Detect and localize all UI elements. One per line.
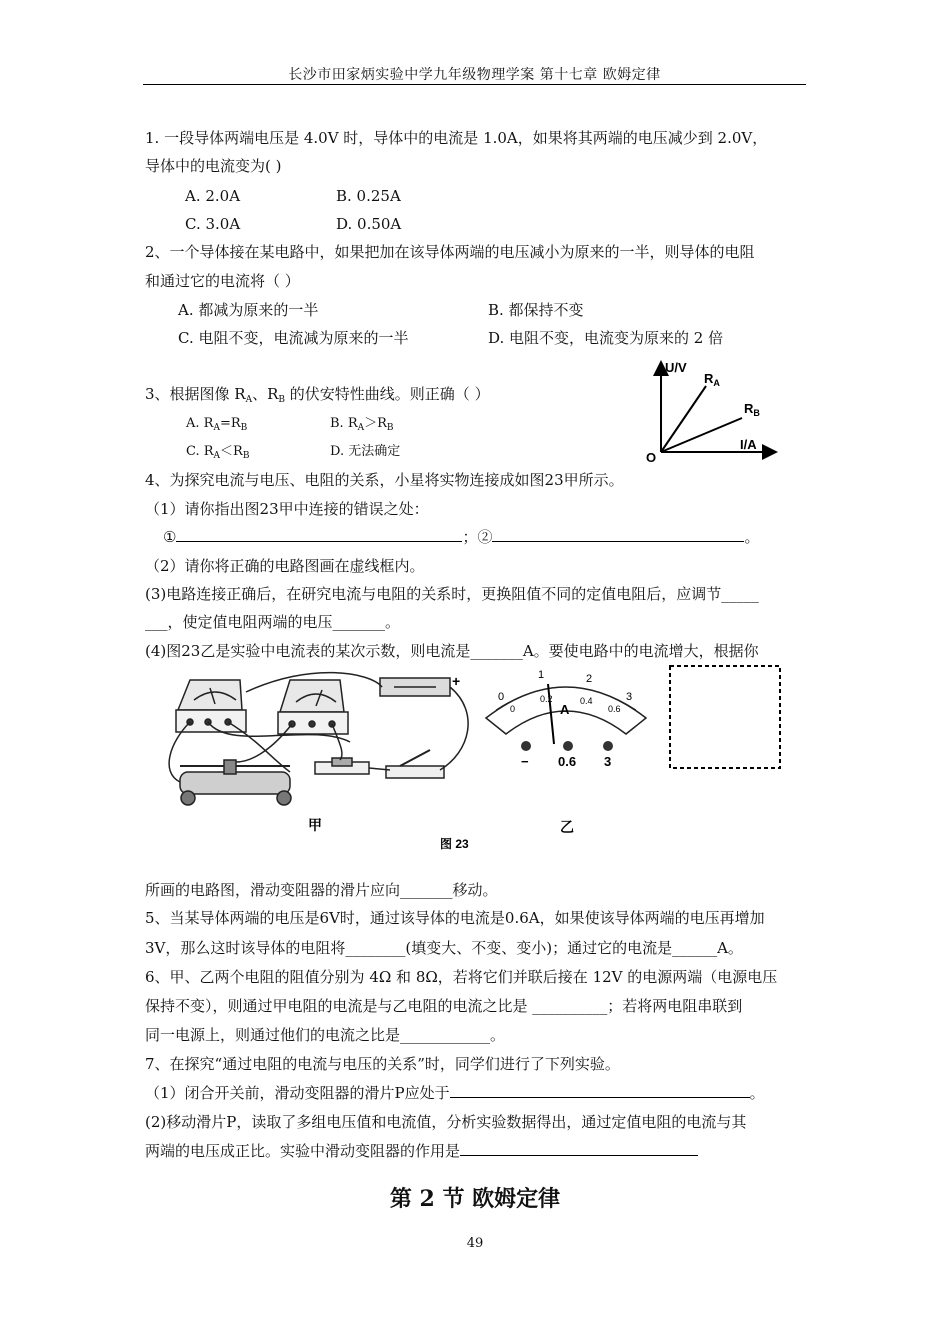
q3-option-c bbox=[186, 442, 249, 466]
y-axis-label: U/V bbox=[665, 360, 687, 375]
origin-label: O bbox=[646, 450, 657, 465]
terminal-label-neg: − bbox=[521, 754, 529, 769]
q3-ui-graph bbox=[640, 356, 790, 466]
q3-option-a-rel: =R bbox=[219, 416, 241, 431]
q3-option-b-sub1: A bbox=[357, 423, 365, 433]
rb-label-sub: B bbox=[753, 408, 760, 418]
q6-line2: 保持不变），则通过甲电阻的电流是与乙电阻的电流之比是 __________；若将两电阻串联到 bbox=[145, 997, 743, 1015]
q3-option-a-text: A. R bbox=[186, 416, 214, 431]
q7-blank1[interactable] bbox=[450, 1083, 750, 1098]
q7-part2-line1: (2)移动滑片P，读取了多组电压值和电流值，分析实验数据得出，通过定值电阻的电流与其 bbox=[145, 1113, 747, 1131]
q3-sub-a: A bbox=[245, 395, 253, 405]
voltmeter-terminal-2 bbox=[309, 721, 315, 727]
rheostat-coil bbox=[180, 772, 290, 794]
rb-label-main: R bbox=[744, 401, 754, 416]
ammeter-reading bbox=[486, 669, 646, 769]
switch-board bbox=[386, 766, 444, 778]
page-header: 长沙市田家炳实验中学九年级物理学案 第十七章 欧姆定律 bbox=[288, 67, 661, 83]
q1-option-a: A. 2.0A bbox=[185, 187, 241, 205]
terminal-label-06: 0.6 bbox=[558, 754, 577, 769]
q3-option-c-sub1: A bbox=[213, 451, 221, 461]
voltmeter-box bbox=[280, 680, 344, 712]
q1-option-d: D. 0.50A bbox=[336, 215, 402, 233]
q7-part1-text: （1）闭合开关前，滑动变阻器的滑片P应处于 bbox=[145, 1084, 450, 1102]
meter-tick-top-0: 0 bbox=[498, 691, 505, 703]
meter-tick-top-1: 1 bbox=[538, 669, 545, 681]
ra-label bbox=[704, 371, 720, 388]
figure-caption: 图 23 bbox=[440, 837, 469, 851]
meter-terminal-3 bbox=[603, 741, 613, 751]
page-number: 49 bbox=[466, 1236, 484, 1251]
q3-option-d: D. 无法确定 bbox=[330, 444, 401, 459]
q4-part4-line2: 所画的电路图，滑动变阻器的滑片应向_______移动。 bbox=[145, 881, 498, 899]
q4-stem: 4、为探究电流与电压、电阻的关系，小星将实物连接成如图23甲所示。 bbox=[145, 471, 624, 489]
meter-needle bbox=[548, 684, 554, 744]
q3-option-c-rel: ＜R bbox=[220, 444, 243, 459]
q3-option-b-sub2: B bbox=[386, 423, 394, 433]
meter-terminal-neg bbox=[521, 741, 531, 751]
q6-line3: 同一电源上，则通过他们的电流之比是____________。 bbox=[145, 1026, 506, 1044]
q4-blank1[interactable] bbox=[176, 527, 462, 542]
q3-option-b bbox=[330, 414, 394, 438]
q3-option-c-text: C. R bbox=[186, 444, 214, 459]
q1-option-c: C. 3.0A bbox=[185, 215, 241, 233]
q7-blank2[interactable] bbox=[460, 1141, 698, 1156]
q2-option-a: A. 都减为原来的一半 bbox=[178, 301, 319, 319]
q3-option-b-rel: ＞R bbox=[364, 416, 387, 431]
q3-option-b-text: B. R bbox=[330, 416, 358, 431]
section-title: 第 2 节 欧姆定律 bbox=[389, 1186, 561, 1212]
ra-label-sub: A bbox=[713, 378, 720, 388]
q2-option-c: C. 电阻不变，电流减为原来的一半 bbox=[178, 329, 409, 347]
rheostat-slider bbox=[224, 760, 236, 774]
q7-part1 bbox=[145, 1083, 765, 1103]
meter-tick-bottom-3: 0.6 bbox=[608, 704, 621, 714]
ammeter-box bbox=[178, 680, 242, 710]
q4-part4-line1: (4)图23乙是实验中电流表的某次示数，则电流是_______A。要使电路中的电流增大，根据你 bbox=[145, 642, 759, 660]
q6-line1: 6、甲、乙两个电阻的阻值分别为 4Ω 和 8Ω，若将它们并联后接在 12V 的电源两端（电源电压 bbox=[145, 968, 778, 986]
q4-part1: （1）请你指出图23甲中连接的错误之处： bbox=[145, 500, 429, 518]
q5-line2: 3V，那么这时该导体的电阻将________(填变大、不变、变小)；通过它的电流是______A。 bbox=[145, 939, 743, 957]
q7-part1-end: 。 bbox=[749, 1084, 765, 1102]
q3-option-a-sub2: B bbox=[240, 423, 248, 433]
figure-23 bbox=[150, 662, 800, 854]
q1-option-b: B. 0.25A bbox=[336, 187, 401, 205]
meter-tick-bottom-1: 0.2 bbox=[540, 694, 553, 704]
q1-stem-line1: 1. 一段导体两端电压是 4.0V 时，导体中的电流是 1.0A，如果将其两端的电压减少到 2.0V， bbox=[145, 129, 768, 147]
ra-label-main: R bbox=[704, 371, 714, 386]
q3-option-a-sub1: A bbox=[213, 423, 220, 433]
q5-line1: 5、当某导体两端的电压是6V时，通过该导体的电流是0.6A，如果使该导体两端的电压再增加 bbox=[145, 909, 765, 927]
q3-stem bbox=[145, 384, 490, 410]
figure-label-jia: 甲 bbox=[308, 817, 322, 833]
q3-stem-post: 的伏安特性曲线。则正确（ ） bbox=[285, 385, 490, 403]
q3-option-c-sub2: B bbox=[242, 451, 250, 461]
meter-tick-top-2: 2 bbox=[586, 673, 593, 685]
switch-lever bbox=[400, 750, 430, 766]
q2-option-d: D. 电阻不变，电流变为原来的 2 倍 bbox=[488, 329, 724, 347]
q4-blank2-marker: ；② bbox=[462, 528, 493, 546]
wire-4 bbox=[440, 687, 468, 770]
meter-tick-bottom-2: 0.4 bbox=[580, 696, 593, 706]
rb-label bbox=[744, 401, 760, 418]
meter-terminal-06 bbox=[563, 741, 573, 751]
q4-blank1-marker: ① bbox=[163, 528, 177, 546]
terminal-label-3: 3 bbox=[604, 754, 612, 769]
q3-stem-pre: 3、根据图像 R bbox=[145, 385, 246, 403]
meter-tick-top-3: 3 bbox=[626, 691, 633, 703]
meter-unit: A bbox=[560, 702, 570, 717]
q1-stem-line2: 导体中的电流变为( ) bbox=[145, 157, 282, 175]
header-rule bbox=[143, 84, 806, 85]
q3-stem-mid: 、R bbox=[252, 385, 279, 403]
q4-part1-blanks bbox=[163, 527, 759, 547]
figure-label-yi: 乙 bbox=[560, 819, 574, 835]
q4-part1-end: 。 bbox=[744, 528, 760, 546]
q2-option-b: B. 都保持不变 bbox=[488, 301, 584, 319]
q3-sub-b: B bbox=[278, 395, 286, 405]
q4-part3-line2: ___，使定值电阻两端的电压_______。 bbox=[145, 613, 401, 631]
x-axis-label: I/A bbox=[740, 437, 757, 452]
q2-stem-line1: 2、一个导体接在某电路中，如果把加在该导体两端的电压减小为原来的一半，则导体的电阻 bbox=[145, 243, 755, 261]
q7-part2-line2 bbox=[145, 1141, 698, 1161]
rheostat-knob-right bbox=[277, 791, 291, 805]
resistor-body bbox=[332, 758, 352, 766]
q4-part2: （2）请你将正确的电路图画在虚线框内。 bbox=[145, 557, 425, 575]
circuit-photo-left bbox=[169, 673, 468, 805]
battery-plus-sign: + bbox=[452, 673, 461, 689]
answer-dashed-box[interactable] bbox=[670, 666, 780, 768]
q4-blank2[interactable] bbox=[492, 527, 744, 542]
q7-stem: 7、在探究“通过电阻的电流与电压的关系”时，同学们进行了下列实验。 bbox=[145, 1055, 620, 1073]
q2-stem-line2: 和通过它的电流将（ ） bbox=[145, 272, 300, 290]
q3-option-a bbox=[186, 414, 247, 438]
q4-part3-line1: (3)电路连接正确后，在研究电流与电阻的关系时，更换阻值不同的定值电阻后，应调节_____ bbox=[145, 585, 759, 603]
meter-tick-bottom-0: 0 bbox=[510, 704, 516, 714]
rheostat-knob-left bbox=[181, 791, 195, 805]
q7-part2-text: 两端的电压成正比。实验中滑动变阻器的作用是 bbox=[145, 1142, 461, 1160]
